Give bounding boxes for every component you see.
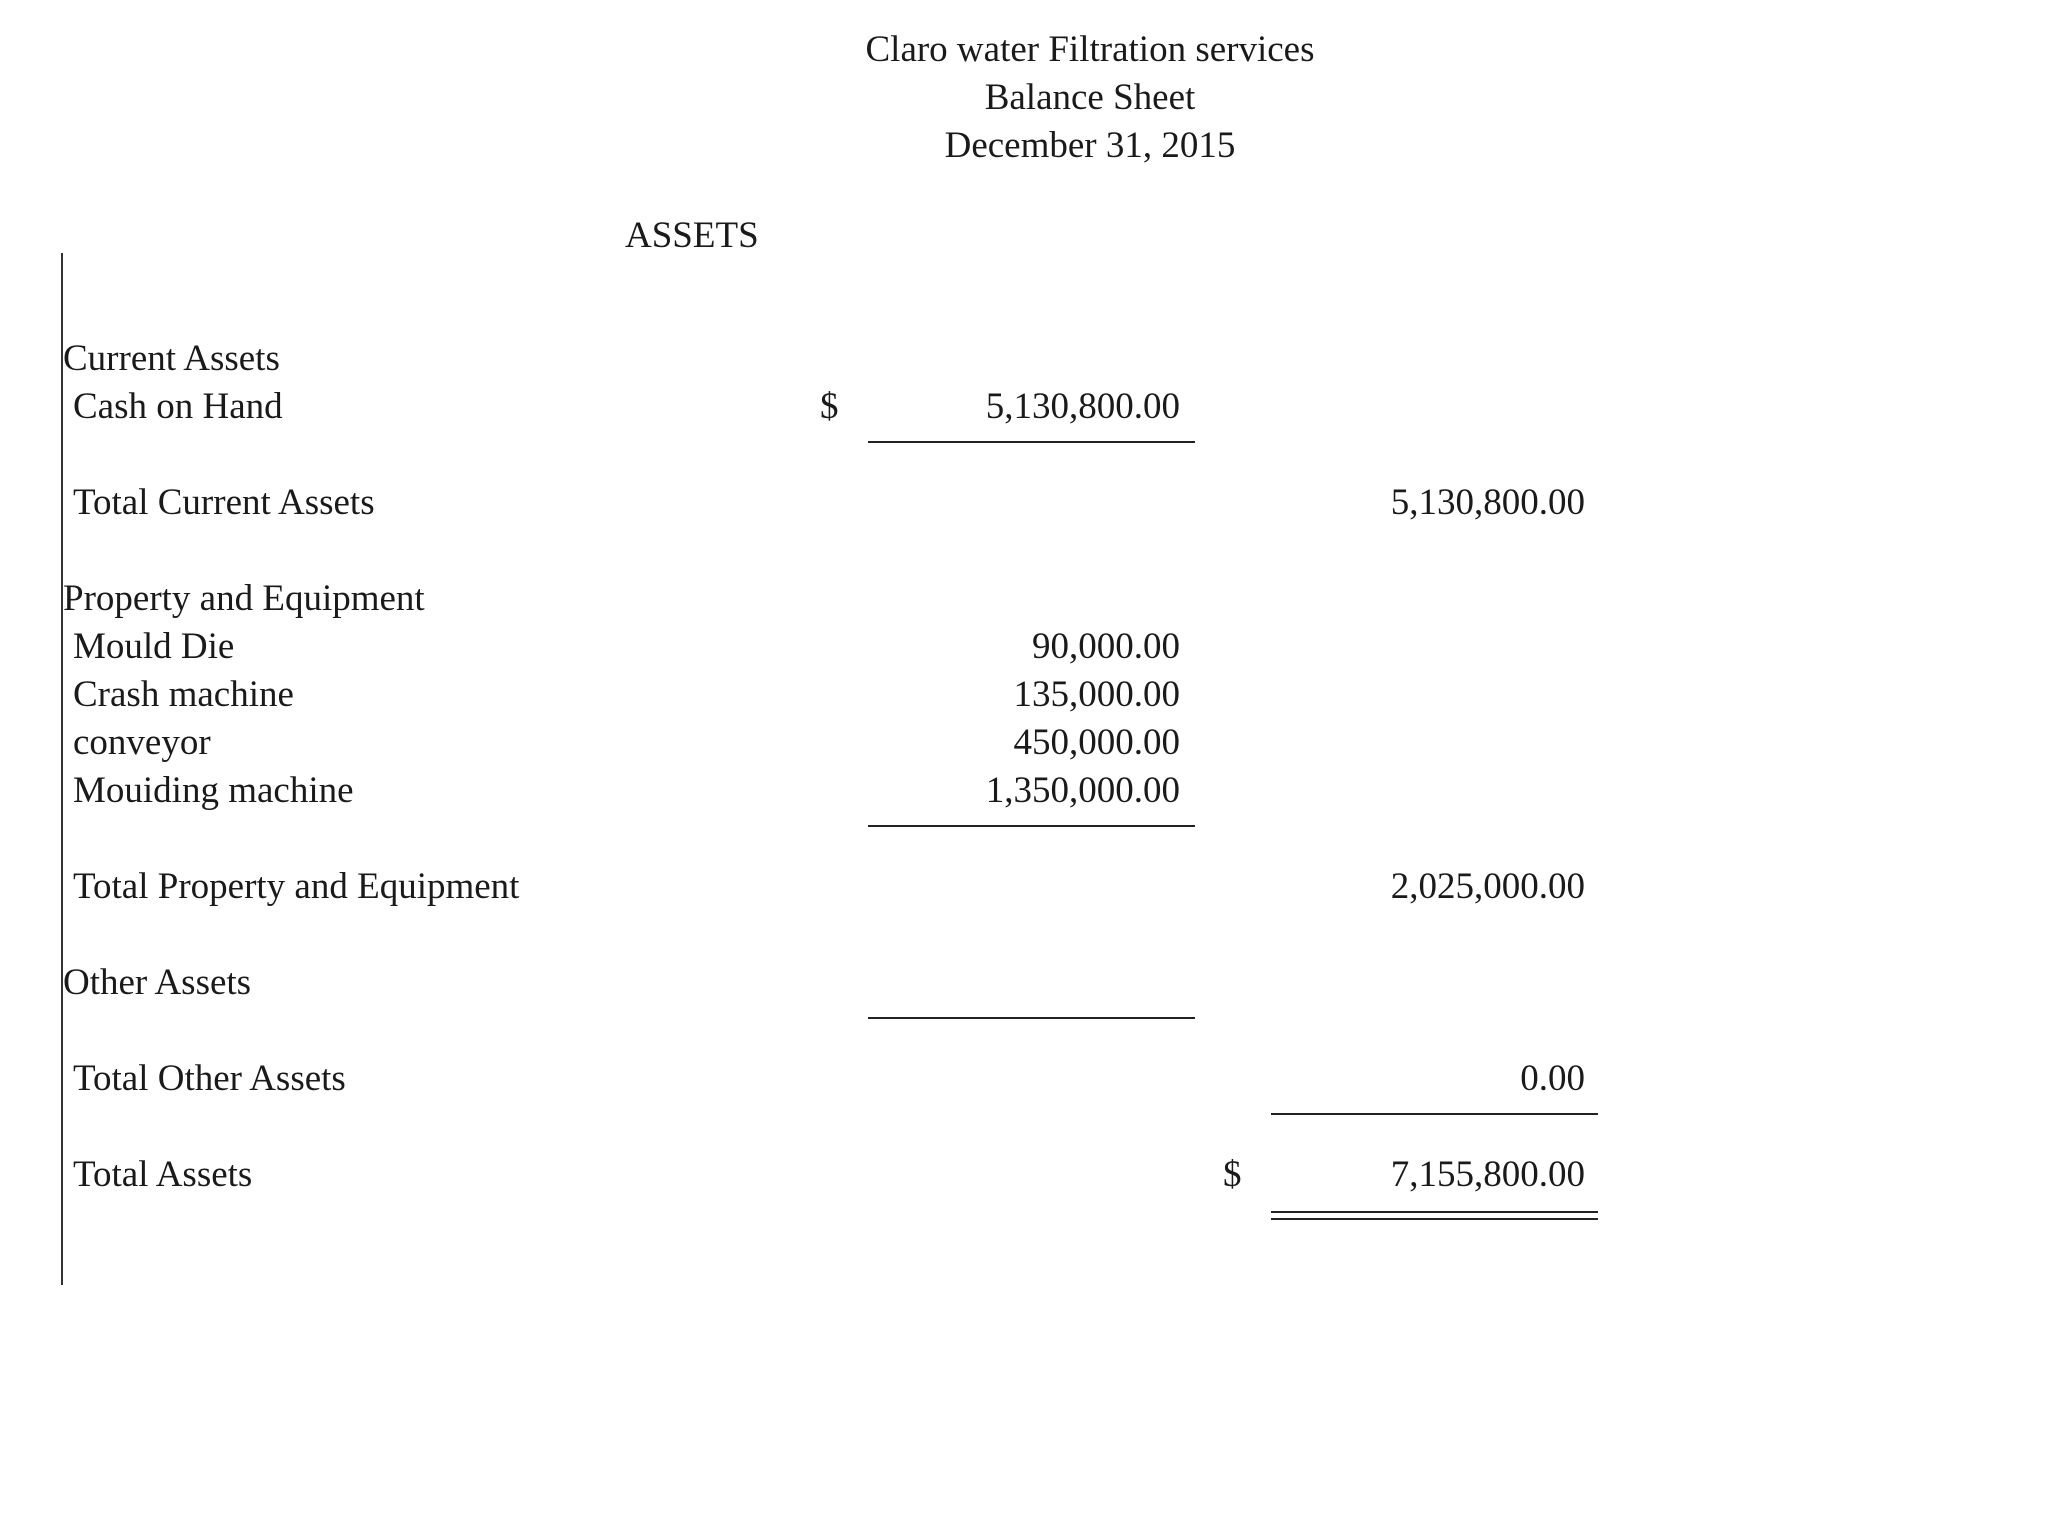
mould-die-label: Mould Die <box>73 626 235 667</box>
moulding-machine-amount: 1,350,000.00 <box>985 770 1180 811</box>
conveyor-amount: 450,000.00 <box>1013 722 1180 763</box>
property-equipment-heading: Property and Equipment <box>63 578 425 619</box>
total-assets-currency-symbol: $ <box>1223 1154 1242 1195</box>
conveyor-label: conveyor <box>73 722 211 763</box>
report-date: December 31, 2015 <box>944 125 1236 166</box>
mould-die-amount: 90,000.00 <box>1032 626 1180 667</box>
double-underline-total <box>1271 1211 1598 1220</box>
cash-on-hand-amount: 5,130,800.00 <box>985 386 1180 427</box>
subtotal-rule-other <box>868 1017 1195 1019</box>
moulding-machine-label: Mouiding machine <box>73 770 354 811</box>
company-name: Claro water Filtration services <box>865 29 1315 70</box>
left-border-line <box>61 253 63 1285</box>
crash-machine-label: Crash machine <box>73 674 294 715</box>
total-current-assets-amount: 5,130,800.00 <box>1390 482 1585 523</box>
current-assets-heading: Current Assets <box>63 338 280 379</box>
total-property-equipment-label: Total Property and Equipment <box>73 866 520 907</box>
total-rule-other <box>1271 1113 1598 1115</box>
total-other-assets-label: Total Other Assets <box>73 1058 346 1099</box>
subtotal-rule-property <box>868 825 1195 827</box>
cash-on-hand-label: Cash on Hand <box>73 386 283 427</box>
other-assets-heading: Other Assets <box>63 962 252 1003</box>
subtotal-rule-current <box>868 441 1195 443</box>
section-title-assets: ASSETS <box>625 215 759 256</box>
total-assets-label: Total Assets <box>73 1154 253 1195</box>
total-current-assets-label: Total Current Assets <box>73 482 375 523</box>
total-other-assets-amount: 0.00 <box>1520 1058 1585 1099</box>
total-property-equipment-amount: 2,025,000.00 <box>1390 866 1585 907</box>
report-title: Balance Sheet <box>984 77 1196 118</box>
crash-machine-amount: 135,000.00 <box>1013 674 1180 715</box>
total-assets-amount: 7,155,800.00 <box>1390 1154 1585 1195</box>
cash-currency-symbol: $ <box>820 386 839 427</box>
